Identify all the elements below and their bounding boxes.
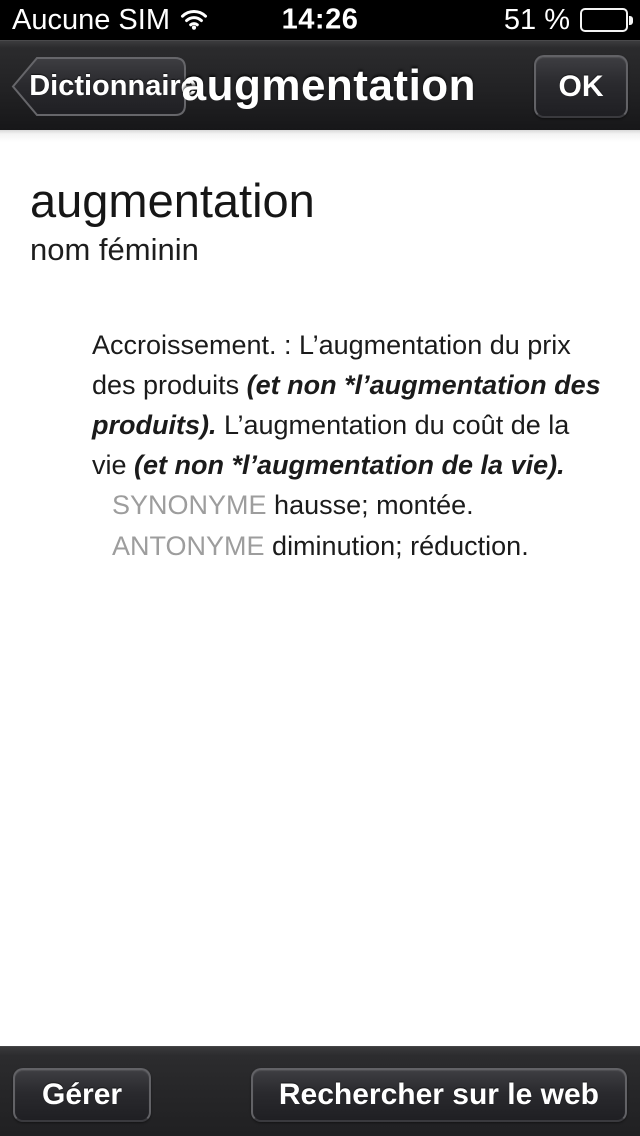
status-bar-right xyxy=(504,4,628,37)
antonym-line xyxy=(112,526,620,567)
wifi-icon xyxy=(180,5,208,38)
entry-part-of-speech: nom féminin xyxy=(30,232,199,267)
clock: 14:26 xyxy=(281,3,359,36)
back-button-dictionnaire[interactable] xyxy=(10,55,197,118)
ok-button[interactable]: OK xyxy=(534,55,628,118)
web-search-button[interactable]: Rechercher sur le web xyxy=(251,1068,627,1122)
battery-icon xyxy=(580,8,628,32)
status-bar-left xyxy=(12,3,208,38)
carrier-label: Aucune SIM xyxy=(12,3,170,36)
antonym-words: diminution; réduction. xyxy=(272,531,529,561)
antonym-label: ANTONYME xyxy=(112,531,265,561)
bottom-toolbar xyxy=(0,1046,640,1136)
definition-text: Accroissement. : L’augmentation du prix des produits (et non *l’augmentation des produits). L’augmentation du coût de la vie (et non *l’augmentation de la vie). xyxy=(92,330,601,480)
status-bar xyxy=(0,0,640,40)
entry-headword: augmentation xyxy=(30,174,315,227)
synonym-label: SYNONYME xyxy=(112,490,267,520)
page-title: augmentation xyxy=(181,60,477,110)
back-button-label: Dictionnaire xyxy=(29,70,197,102)
entry-content xyxy=(0,130,640,1046)
navigation-bar xyxy=(0,40,640,130)
synonym-line xyxy=(112,485,620,526)
manage-button[interactable]: Gérer xyxy=(13,1068,151,1122)
battery-percent-label: 51 % xyxy=(503,3,570,36)
synonym-words: hausse; montée. xyxy=(274,490,474,520)
